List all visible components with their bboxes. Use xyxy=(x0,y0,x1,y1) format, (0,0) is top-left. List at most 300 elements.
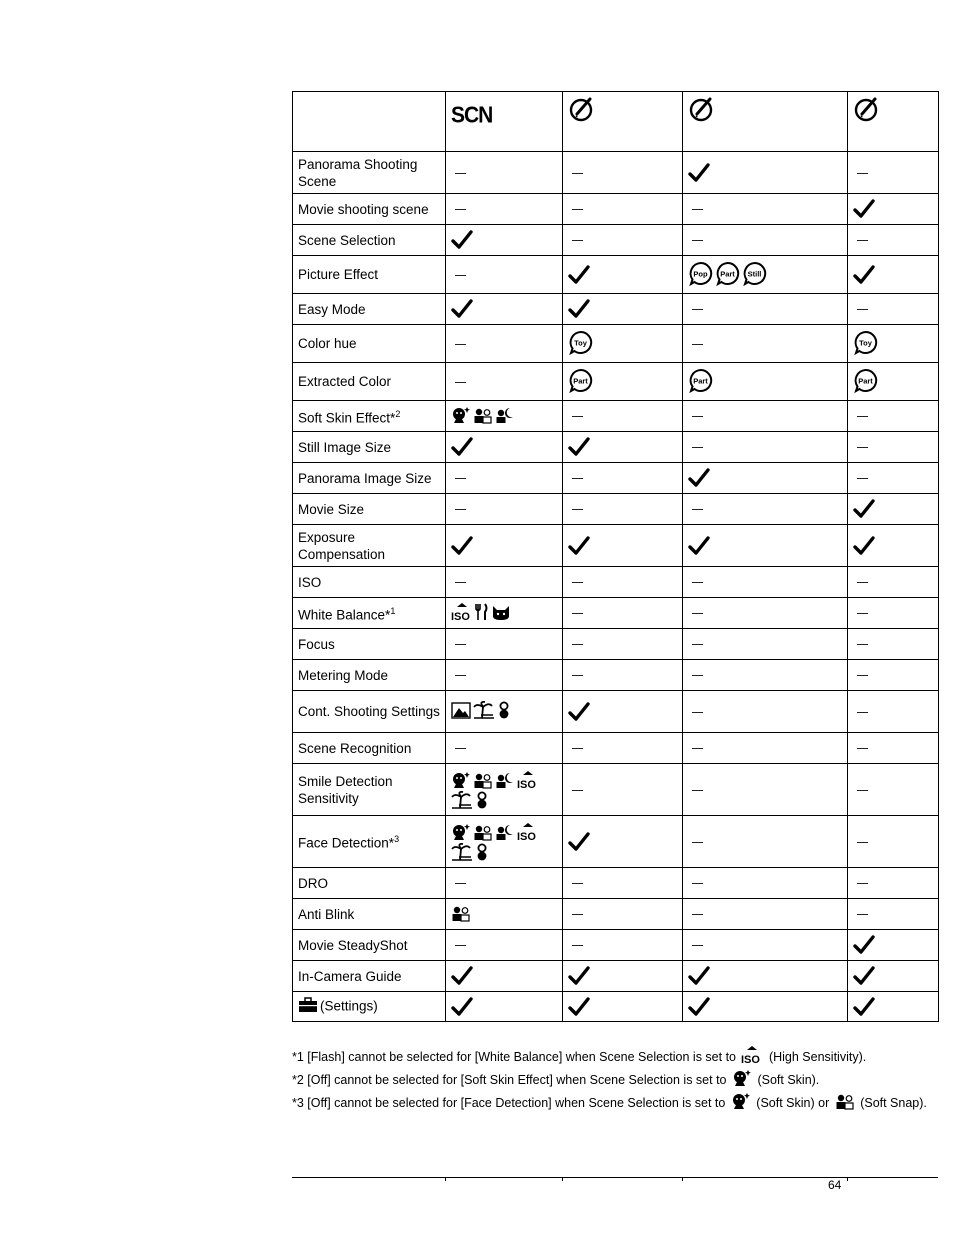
availability-cell xyxy=(683,432,848,463)
part-color-icon xyxy=(568,368,593,393)
footnote-1-suffix: (High Sensitivity). xyxy=(765,1049,867,1064)
availability-cell xyxy=(683,961,848,992)
not-available-dash xyxy=(692,209,703,210)
not-available-dash xyxy=(572,790,583,791)
not-available-dash xyxy=(857,416,868,417)
footnote-1-text: *1 [Flash] cannot be selected for [White Balance] when Scene Selection is set to xyxy=(292,1049,740,1064)
not-available-dash xyxy=(857,712,868,713)
availability-cell xyxy=(563,225,683,256)
table-row xyxy=(293,432,939,463)
check-icon xyxy=(853,265,875,285)
soft-skin-icon xyxy=(731,1092,751,1110)
not-available-dash xyxy=(572,644,583,645)
availability-cell xyxy=(563,816,683,868)
availability-cell xyxy=(563,152,683,194)
page-number: 64 xyxy=(828,1178,842,1192)
feature-label-cell xyxy=(293,325,446,363)
table-body xyxy=(293,152,939,1022)
not-available-dash xyxy=(572,416,583,417)
not-available-dash xyxy=(857,240,868,241)
not-available-dash xyxy=(857,478,868,479)
feature-label-cell xyxy=(293,494,446,525)
feature-label-cell xyxy=(293,660,446,691)
feature-label: Cont. Shooting Settings xyxy=(298,704,440,719)
feature-label-cell xyxy=(293,733,446,764)
settings-toolbox-icon xyxy=(298,997,318,1017)
feature-label: Soft Skin Effect* xyxy=(298,410,396,426)
svg-text:Toy: Toy xyxy=(859,338,872,347)
availability-cell xyxy=(446,899,563,930)
check-icon xyxy=(853,536,875,556)
not-available-dash xyxy=(572,914,583,915)
not-available-dash xyxy=(455,748,466,749)
not-available-dash xyxy=(692,416,703,417)
availability-cell xyxy=(446,598,563,629)
footnote-ref: 1 xyxy=(390,605,396,616)
footnote-3-suffix: (Soft Snap). xyxy=(856,1095,927,1110)
soft-skin-icon xyxy=(732,1069,752,1087)
availability-cell xyxy=(848,899,939,930)
not-available-dash xyxy=(857,447,868,448)
part-color-icon xyxy=(715,261,740,286)
availability-cell xyxy=(446,525,563,567)
soft-skin-icon xyxy=(732,1069,752,1092)
check-icon xyxy=(688,966,710,986)
availability-cell xyxy=(683,256,848,294)
availability-cell xyxy=(563,363,683,401)
check-icon xyxy=(451,997,473,1017)
not-available-dash xyxy=(692,883,703,884)
not-available-dash xyxy=(572,582,583,583)
not-available-dash xyxy=(455,173,466,174)
table-row xyxy=(293,463,939,494)
availability-cell xyxy=(446,567,563,598)
not-available-dash xyxy=(455,883,466,884)
table-row xyxy=(293,152,939,194)
availability-cell xyxy=(848,733,939,764)
gourmet-icon xyxy=(475,603,489,621)
not-available-dash xyxy=(692,712,703,713)
svg-text:Part: Part xyxy=(858,376,873,385)
footnote-ref: 2 xyxy=(395,408,401,419)
availability-cell xyxy=(446,294,563,325)
availability-cell xyxy=(683,152,848,194)
not-available-dash xyxy=(857,883,868,884)
feature-label-cell xyxy=(293,816,446,868)
check-icon xyxy=(853,997,875,1017)
feature-label-cell xyxy=(293,691,446,733)
feature-label-cell xyxy=(293,899,446,930)
table-row xyxy=(293,816,939,868)
iso-high-sensitivity-icon xyxy=(451,603,473,621)
svg-text:Part: Part xyxy=(573,376,588,385)
not-available-dash xyxy=(857,613,868,614)
not-available-dash xyxy=(692,675,703,676)
availability-cell xyxy=(683,494,848,525)
night-portrait-icon xyxy=(495,406,515,424)
not-available-dash xyxy=(455,478,466,479)
check-icon xyxy=(688,163,710,183)
svg-text:Pop: Pop xyxy=(693,269,708,278)
not-available-dash xyxy=(692,945,703,946)
table-row xyxy=(293,401,939,432)
not-available-dash xyxy=(692,748,703,749)
not-available-dash xyxy=(572,675,583,676)
header-picture-effect-2 xyxy=(683,92,848,152)
availability-cell xyxy=(446,432,563,463)
feature-label-cell xyxy=(293,256,446,294)
feature-label-cell xyxy=(293,525,446,567)
feature-label-cell xyxy=(293,567,446,598)
not-available-dash xyxy=(572,173,583,174)
soft-snap-icon xyxy=(835,1092,855,1110)
beach-icon xyxy=(473,701,495,719)
not-available-dash xyxy=(455,344,466,345)
iso-high-sensitivity-icon xyxy=(741,1046,763,1064)
availability-cell xyxy=(683,899,848,930)
feature-label-cell xyxy=(293,463,446,494)
feature-label: Exposure Compensation xyxy=(298,529,386,562)
availability-cell xyxy=(563,629,683,660)
table-row xyxy=(293,691,939,733)
footnote-2-text: *2 [Off] cannot be selected for [Soft Skin Effect] when Scene Selection is set to xyxy=(292,1072,730,1087)
feature-label: Color hue xyxy=(298,336,357,351)
feature-label: DRO xyxy=(298,875,328,891)
availability-cell xyxy=(446,816,563,868)
table-row xyxy=(293,629,939,660)
availability-cell xyxy=(446,463,563,494)
availability-cell xyxy=(563,961,683,992)
availability-cell xyxy=(446,764,563,816)
table-row xyxy=(293,899,939,930)
footnote-2 xyxy=(292,1069,942,1092)
availability-cell xyxy=(848,816,939,868)
feature-label: Still Image Size xyxy=(298,439,392,455)
availability-cell xyxy=(683,525,848,567)
availability-cell xyxy=(848,629,939,660)
not-available-dash xyxy=(572,209,583,210)
availability-cell xyxy=(446,930,563,961)
availability-cell xyxy=(683,567,848,598)
not-available-dash xyxy=(692,914,703,915)
availability-cell xyxy=(683,930,848,961)
scn-mode-icon: SCN xyxy=(451,102,493,129)
feature-label: White Balance* xyxy=(298,607,391,623)
not-available-dash xyxy=(455,945,466,946)
availability-cell xyxy=(683,660,848,691)
table-row xyxy=(293,225,939,256)
availability-cell xyxy=(563,256,683,294)
feature-label-cell xyxy=(293,961,446,992)
table-row xyxy=(293,256,939,294)
availability-cell xyxy=(683,325,848,363)
availability-cell xyxy=(563,325,683,363)
availability-cell xyxy=(563,733,683,764)
footnotes xyxy=(292,1046,942,1115)
availability-cell xyxy=(848,194,939,225)
check-icon xyxy=(451,230,473,250)
availability-cell xyxy=(683,194,848,225)
availability-cell xyxy=(563,194,683,225)
availability-cell xyxy=(683,598,848,629)
table-row xyxy=(293,930,939,961)
feature-label-cell xyxy=(293,868,446,899)
check-icon xyxy=(568,299,590,319)
availability-cell xyxy=(848,256,939,294)
toy-icon xyxy=(568,330,593,355)
not-available-dash xyxy=(572,748,583,749)
not-available-dash xyxy=(857,309,868,310)
availability-cell xyxy=(848,961,939,992)
soft-snap-icon xyxy=(473,823,493,841)
feature-label: Panorama Image Size xyxy=(298,470,432,486)
beach-icon xyxy=(451,843,473,861)
availability-cell xyxy=(848,868,939,899)
availability-cell xyxy=(446,961,563,992)
availability-cell xyxy=(563,868,683,899)
availability-cell xyxy=(563,930,683,961)
not-available-dash xyxy=(692,344,703,345)
feature-label-cell xyxy=(293,363,446,401)
not-available-dash xyxy=(857,582,868,583)
feature-label: In-Camera Guide xyxy=(298,968,402,984)
toy-icon xyxy=(853,330,878,355)
pop-color-icon xyxy=(688,261,713,286)
snow-icon xyxy=(475,843,489,861)
check-icon xyxy=(451,437,473,457)
availability-cell xyxy=(848,152,939,194)
availability-cell xyxy=(848,764,939,816)
not-available-dash xyxy=(455,382,466,383)
availability-cell xyxy=(563,567,683,598)
not-available-dash xyxy=(455,644,466,645)
availability-cell xyxy=(446,325,563,363)
footnote-ref: 3 xyxy=(394,834,400,845)
availability-cell xyxy=(848,525,939,567)
feature-label-cell xyxy=(293,294,446,325)
availability-cell xyxy=(446,868,563,899)
availability-cell xyxy=(563,463,683,494)
settings-availability-table xyxy=(292,91,939,1022)
svg-text:Part: Part xyxy=(720,269,735,278)
footnote-2-suffix: (Soft Skin). xyxy=(753,1072,820,1087)
availability-cell xyxy=(563,494,683,525)
not-available-dash xyxy=(857,173,868,174)
check-icon xyxy=(853,199,875,219)
availability-cell xyxy=(563,992,683,1022)
table-row xyxy=(293,733,939,764)
beach-icon xyxy=(451,791,473,809)
table-row xyxy=(293,598,939,629)
check-icon xyxy=(568,702,590,722)
check-icon xyxy=(568,832,590,852)
not-available-dash xyxy=(572,240,583,241)
header-scn xyxy=(446,92,563,152)
footnote-3-middle: (Soft Skin) or xyxy=(752,1095,833,1110)
availability-cell xyxy=(848,401,939,432)
table-row xyxy=(293,868,939,899)
table-row xyxy=(293,961,939,992)
not-available-dash xyxy=(692,842,703,843)
availability-cell xyxy=(446,733,563,764)
availability-cell xyxy=(683,764,848,816)
snow-icon xyxy=(497,701,511,719)
not-available-dash xyxy=(692,644,703,645)
availability-cell xyxy=(446,401,563,432)
availability-cell xyxy=(848,660,939,691)
check-icon xyxy=(451,966,473,986)
landscape-icon xyxy=(451,701,471,719)
not-available-dash xyxy=(572,883,583,884)
svg-text:ISO: ISO xyxy=(451,610,470,621)
check-icon xyxy=(688,997,710,1017)
not-available-dash xyxy=(455,209,466,210)
night-portrait-icon xyxy=(495,771,515,789)
check-icon xyxy=(451,536,473,556)
feature-label-cell xyxy=(293,225,446,256)
feature-label-cell xyxy=(293,992,446,1022)
feature-label: Scene Selection xyxy=(298,232,396,248)
iso-high-sensitivity-icon xyxy=(517,823,539,841)
availability-cell xyxy=(446,152,563,194)
feature-label-cell xyxy=(293,194,446,225)
check-icon xyxy=(568,536,590,556)
table-row xyxy=(293,567,939,598)
feature-label: (Settings) xyxy=(320,998,378,1014)
not-available-dash xyxy=(692,790,703,791)
feature-label: Movie shooting scene xyxy=(298,201,429,217)
not-available-dash xyxy=(692,240,703,241)
availability-cell xyxy=(563,899,683,930)
check-icon xyxy=(451,299,473,319)
availability-cell xyxy=(563,598,683,629)
not-available-dash xyxy=(857,748,868,749)
availability-cell xyxy=(563,294,683,325)
table-row xyxy=(293,363,939,401)
part-color-icon xyxy=(688,368,713,393)
not-available-dash xyxy=(692,309,703,310)
picture-effect-icon xyxy=(853,96,881,124)
svg-text:Part: Part xyxy=(693,376,708,385)
availability-cell xyxy=(683,691,848,733)
table-row xyxy=(293,660,939,691)
feature-label: Extracted Color xyxy=(298,374,392,389)
picture-effect-icon xyxy=(688,96,716,124)
feature-label: Movie Size xyxy=(298,501,365,517)
feature-label-cell xyxy=(293,598,446,629)
check-icon xyxy=(688,468,710,488)
availability-cell xyxy=(683,401,848,432)
svg-text:Still: Still xyxy=(747,269,762,278)
availability-cell xyxy=(848,294,939,325)
soft-skin-icon xyxy=(451,406,471,424)
soft-snap-icon xyxy=(835,1092,855,1115)
svg-text:Toy: Toy xyxy=(574,338,587,347)
table-row xyxy=(293,325,939,363)
feature-label: Focus xyxy=(298,636,335,652)
feature-label: ISO xyxy=(298,574,322,590)
availability-cell xyxy=(683,629,848,660)
night-portrait-icon xyxy=(495,823,515,841)
snow-icon xyxy=(475,791,489,809)
not-available-dash xyxy=(572,509,583,510)
not-available-dash xyxy=(572,478,583,479)
not-available-dash xyxy=(572,945,583,946)
availability-cell xyxy=(848,363,939,401)
not-available-dash xyxy=(455,582,466,583)
availability-cell xyxy=(446,256,563,294)
soft-snap-icon xyxy=(451,904,471,922)
availability-cell xyxy=(446,629,563,660)
feature-label: Picture Effect xyxy=(298,267,379,282)
availability-cell xyxy=(848,691,939,733)
availability-cell xyxy=(683,816,848,868)
not-available-dash xyxy=(455,275,466,276)
availability-cell xyxy=(683,363,848,401)
not-available-dash xyxy=(692,582,703,583)
svg-text:ISO: ISO xyxy=(741,1054,761,1064)
iso-high-sensitivity-icon xyxy=(517,771,539,789)
availability-cell xyxy=(563,432,683,463)
feature-label-cell xyxy=(293,152,446,194)
feature-label-cell xyxy=(293,432,446,463)
feature-label: Metering Mode xyxy=(298,667,389,683)
availability-cell xyxy=(848,225,939,256)
still-image-icon xyxy=(742,261,767,286)
check-icon xyxy=(568,265,590,285)
soft-snap-icon xyxy=(473,771,493,789)
not-available-dash xyxy=(455,509,466,510)
not-available-dash xyxy=(572,613,583,614)
pet-icon xyxy=(491,603,511,621)
availability-cell xyxy=(446,194,563,225)
availability-cell xyxy=(446,494,563,525)
header-picture-effect-3 xyxy=(848,92,939,152)
availability-cell xyxy=(848,463,939,494)
check-icon xyxy=(568,437,590,457)
not-available-dash xyxy=(857,675,868,676)
availability-cell xyxy=(563,691,683,733)
check-icon xyxy=(853,935,875,955)
check-icon xyxy=(568,966,590,986)
not-available-dash xyxy=(692,509,703,510)
feature-label: Smile Detection Sensitivity xyxy=(298,773,393,806)
availability-cell xyxy=(683,733,848,764)
header-empty-cell xyxy=(293,92,446,152)
not-available-dash xyxy=(455,675,466,676)
availability-cell xyxy=(683,294,848,325)
not-available-dash xyxy=(857,914,868,915)
part-color-icon xyxy=(853,368,878,393)
not-available-dash xyxy=(857,790,868,791)
availability-cell xyxy=(848,325,939,363)
footnote-3-text: *3 [Off] cannot be selected for [Face Detection] when Scene Selection is set to xyxy=(292,1095,729,1110)
iso-high-sensitivity-icon xyxy=(741,1046,763,1069)
availability-cell xyxy=(446,691,563,733)
availability-cell xyxy=(848,992,939,1022)
footnote-1 xyxy=(292,1046,942,1069)
table-row xyxy=(293,194,939,225)
availability-cell xyxy=(446,992,563,1022)
availability-cell xyxy=(563,525,683,567)
check-icon xyxy=(853,499,875,519)
header-picture-effect-1 xyxy=(563,92,683,152)
feature-label-cell xyxy=(293,930,446,961)
availability-cell xyxy=(848,930,939,961)
soft-skin-icon xyxy=(451,823,471,841)
table-row xyxy=(293,294,939,325)
availability-cell xyxy=(683,225,848,256)
